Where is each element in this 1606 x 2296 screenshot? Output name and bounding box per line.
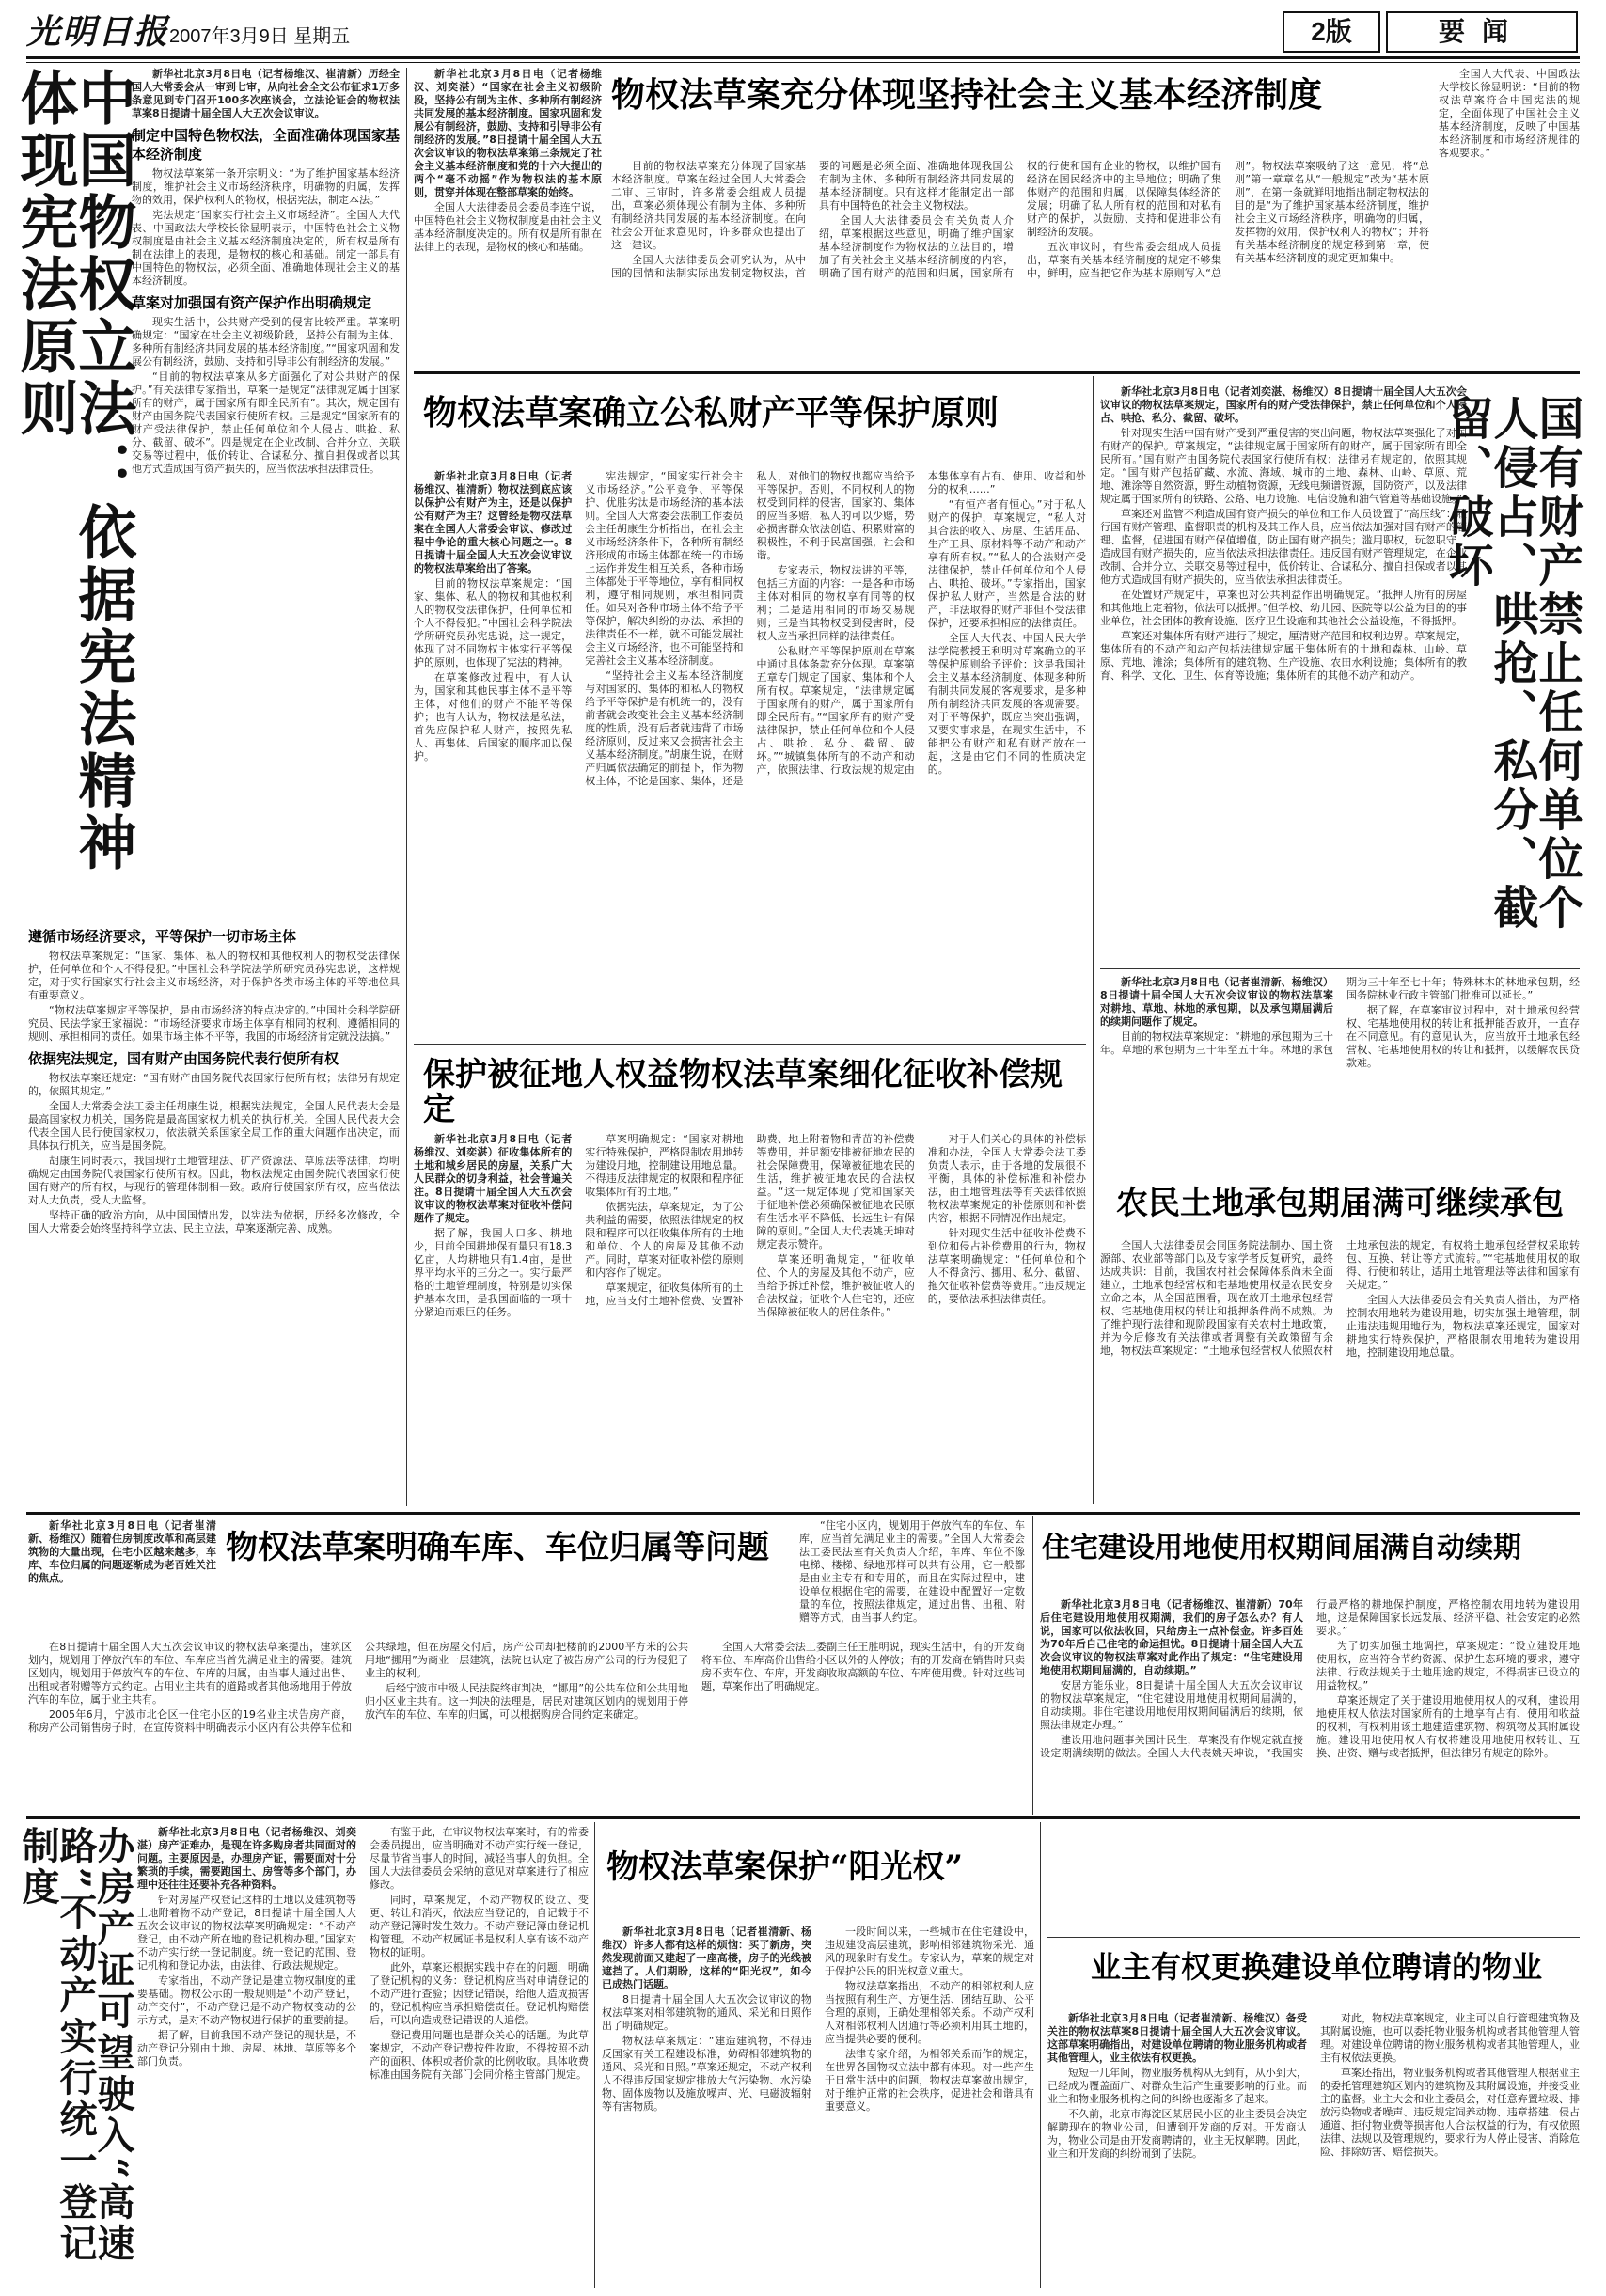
article-body — [611, 160, 1429, 364]
article-paragraph: 全国人大代表、中国人民大学法学院教授王利明对草案确立的平等保护原则给予评价：这是我国社会主义基本经济制度、体现多种所有制共同发展的客观要求，是多种所有制经济共同发展的客观需要。对于平等保护，既应当突出强调，又要实事求是，在现实生活中，不能把公有财产和私有财产放在一起，这是由它们不同的性质决定的。 — [927, 632, 1086, 776]
article-headline: 住宅建设用地使用权期间届满自动续期 — [1042, 1532, 1521, 1565]
article-headline: 保护被征地人权益物权法草案细化征收补偿规定 — [423, 1056, 1063, 1129]
article-paragraph: “住宅小区内，规划用于停放汽车的车位、车库，应当首先满足业主的需要。”全国人大常委会法工委民法室有关负责人介绍，车库、车位不像电梯、楼梯、绿地那样可以共有公用，它一般都是由业主专有和专用的，而且在实际过程中，建设单位根据住宅的需要，在建设中配置好一定数量的车位，按照法律规定，通过出售、出租、附赠等方式，由当事人约定。 — [799, 1519, 1025, 1624]
column-divider — [1093, 376, 1094, 1504]
article-body — [1100, 385, 1467, 964]
article-paragraph: 针对现实生活中国有财产受到严重侵害的突出问题，物权法草案强化了对国有财产的保护。草案规定，“法律规定属于国家所有的财产，属于国家所有即全民所有。”国有财产由国务院代表国家行使所有权；法律另有规定的，依照其规定。“国有财产包括矿藏、水流、海域、城市的土地、森林、山岭、草原、荒地、滩涂等自然资源，野生动植物资源，无线电频谱资源，国防资产，以及法律规定属于国家所有的铁路、公路、电力设施、电信设施和油气管道等基础设施。” — [1100, 427, 1467, 505]
article-paragraph: 法律专家介绍，为相邻关系而作的规定，在世界各国物权立法中都有体现。对一些产生于日常生活中的问题，物权法草案做出规定，对于维护正常的社会秩序，促进社会和谐具有重要意义。 — [825, 2048, 1034, 2113]
article-body — [132, 68, 400, 914]
article-paragraph: 物权法草案指出，不动产的相邻权利人应当按照有利生产、方便生活、团结互助、公平合理的原则，正确处理相邻关系。不动产权利人对相邻权利人因通行等必须利用其土地的，应当提供必要的便利。 — [825, 1980, 1034, 2045]
article-headline: 物权法草案充分体现坚持社会主义基本经济制度 — [611, 75, 1323, 115]
article-body — [28, 921, 400, 1504]
article-paragraph: 全国人大法律委员会研究认为，从中国的国情和法制实际出发制定物权法，首要的问题是必须全面、准确地体现我国公有制为主体、多种所有制经济共同发展的基本经济制度。只有这样才能制定出一部具有中国特色的社会主义物权法。 — [611, 160, 1014, 279]
column-divider — [594, 1822, 595, 2288]
article-paragraph: 草案规定，征收集体所有的土地，应当支付土地补偿费、安置补助费、地上附着物和青苗的补偿费等费用，并足额安排被征地农民的社会保障费用，保障被征地农民的生活，维护被征地农民的合法权益。“这一规定体现了党和国家关于征地补偿必须确保被征地农民原有生活水平不降低、长远生计有保障的原则。”全国人大代表姚天坤对规定表示赞许。 — [585, 1133, 915, 1307]
article-paragraph: 五次审议时，有些常委会组成人员提出，草案有关基本经济制度的规定不够集中，鲜明，应当把它作为基本原则写入“总则”。物权法草案吸纳了这一意见，将“总则”第一章章名从“一般规定”改为“基本原则”，在第一条就鲜明地指出制定物权法的目的是“为了维护国家基本经济制度，维护社会主义市场经济秩序，明确物的归属，发挥物的效用，保护权利人的物权”；并将有关基本经济制度的规定移到第一章，使有关基本经济制度的规定更加集中。 — [1027, 160, 1429, 279]
article-paragraph: “目前的物权法草案从多方面强化了对公共财产的保护。”有关法律专家指出，草案一是规定“法律规定属于国家所有的财产，属于国家所有即全民所有”。其次，规定国有财产由国务院代表国家行使所有权。三是规定“国家所有的财产受法律保护，禁止任何单位和个人侵占、哄抢、私分、截留、破坏”。四是规定在企业改制、合并分立、关联交易等过程中，低价转让、合谋私分、擅自担保或者以其他方式造成国有资产损失的，应当依法承担法律责任。 — [132, 370, 400, 475]
article-body — [1100, 1239, 1580, 1504]
article-paragraph: 物权法草案第一条开宗明义：“为了维护国家基本经济制度，维护社会主义市场经济秩序，明确物的归属，发挥物的效用，保护权利人的物权，根据宪法，制定本法。” — [132, 167, 400, 206]
article-body — [414, 470, 1086, 1039]
article-paragraph: 全国人大法律委员会有关负责人介绍，草案根据这些意见，明确了维护国家基本经济制度作为物权法的立法目的，增加了有关社会主义基本经济制度的内容，明确了国有财产的范围和归属，国家所有权的行使和国有企业的物权，以维护国有经济在国民经济中的主导地位；明确了集体财产的范围和归属，以保障集体经济的发展；明确了私人所有权的范围和对私有财产的保护，以鼓励、支持和促进非公有制经济的发展。 — [819, 160, 1221, 279]
article-paragraph: 专家指出，不动产登记是建立物权制度的重要基础。物权公示的一般规则是“不动产登记，动产交付”，不动产登记是不动产物权变动的公示方式，是对不动产物权进行保护的重要前提。 — [137, 1974, 356, 2026]
section-divider — [26, 1816, 1580, 1819]
article-paragraph: 短短十几年间，物业服务机构从无到有，从小到大，已经成为覆盖面广、对群众生活产生重要影响的行业。而业主和物业服务机构之间的纠纷也逐渐多了起来。 — [1047, 2067, 1307, 2105]
article-body — [1047, 2012, 1580, 2287]
masthead-rule-thin — [26, 62, 1580, 63]
article-paragraph: 草案还指出，物业服务机构或者其他管理人根据业主的委托管理建筑区划内的建筑物及其附属设施，并接受业主的监督。业主大会和业主委员会，对任意弃置垃圾、排放污染物或者噪声、违反规定饲养动物、违章搭建、侵占通道、拒付物业费等损害他人合法权益的行为，有权依照法律、法规以及管理规约，要求行为人停止侵害、消除危险、排除妨害、赔偿损失。 — [1320, 2067, 1580, 2158]
article-paragraph: 目前的物权法草案规定：“国家、集体、私人的物权和其他权利人的物权受法律保护，任何单位和个人不得侵犯。”中国社会科学院法学所研究员孙宪忠说，这一规定，体现了对不同物权主体实行平等保护的原则，也体现了宪法的精神。 — [414, 577, 573, 668]
article-paragraph: 物权法草案规定：“建造建筑物，不得违反国家有关工程建设标准，妨碍相邻建筑物的通风、采光和日照。”草案还规定，不动产权利人不得违反国家规定排放大气污染物、水污染物、固体废物以及施放噪声、光、电磁波辐射等有害物质。 — [602, 2035, 811, 2113]
article-subheading: 制定中国特色物权法，全面准确体现国家基本经济制度 — [132, 127, 400, 163]
article-paragraph: 建设用地问题事关国计民生，草案没有作规定就直接设定期满续期的做法。全国人大代表姚天坤说，“我国实行最严格的耕地保护制度，严格控制农用地转为建设用地，这是保障国家长远发展、经济平稳、社会安定的必然要求。” — [1040, 1598, 1580, 1759]
article-paragraph: 同时，草案规定，不动产物权的设立、变更、转让和消灭，依法应当登记的，自记载于不动产登记簿时发生效力。不动产登记簿由登记机构管理。不动产权属证书是权利人享有该不动产物权的证明。 — [370, 1894, 589, 1958]
article-lead: 新华社北京3月8日电（记者刘奕湛、杨维汉）8日提请十届全国人大五次会议审议的物权法草案规定，国家所有的财产受法律保护，禁止任何单位和个人侵占、哄抢、私分、截留、破坏。 — [1100, 385, 1467, 424]
article-paragraph: 在处置财产规定中，草案也对公共利益作出明确规定。“抵押人所有的房屋和其他地上定着物，依法可以抵押。”但学校、幼儿园、医院等以公益为目的的事业单位，社会团体的教育设施、医疗卫生设施和其他社会公益设施，不得抵押。 — [1100, 589, 1467, 627]
section-divider — [1100, 968, 1580, 969]
article-headline-vertical: 国有财产禁止任何单位个人侵占、哄抢、私分、截留、破坏 — [1441, 395, 1583, 933]
article-lead: 新华社北京3月8日电（记者杨维汉、崔清新）70年后住宅建设用地使用权期满，我们的房子怎么办？有人说，国家可以依法收回，只给房主一点补偿金。许多百姓为70年后自己住宅的命运担忧。8日提请十届全国人大五次会议审议的物权法草案对此作出了规定：“住宅建设用地使用权期间届满的，自动续期。” — [1040, 1598, 1303, 1676]
article-paragraph: 物权法草案还规定：“国有财产由国务院代表国家行使所有权；法律另有规定的，依照其规定。” — [28, 1072, 400, 1097]
article-body — [602, 1926, 1034, 2287]
masthead-rule — [26, 56, 1580, 59]
article-body — [28, 1519, 216, 1634]
article-paragraph: 全国人大法律委员会同国务院法制办、国土资源部、农业部等部门以及专家学者反复研究，最终达成共识：目前，我国农村社会保障体系尚未全面建立，土地承包经营权和宅基地使用权是农民安身立命之本，从全国范围看，现在放开土地承包经营权、宅基地使用权的转让和抵押条件尚不成熟。为了维护现行法律和现阶段国家有关农村土地政策，并为今后修改有关法律或者调整有关政策留有余地，物权法草案规定：“土地承包经营权人依照农村土地承包法的规定，有权将土地承包经营权采取转包、互换、转让等方式流转。”“宅基地使用权的取得、行使和转让，适用土地管理法等法律和国家有关规定。” — [1100, 1239, 1580, 1357]
article-body — [137, 1826, 589, 2287]
article-body — [799, 1519, 1025, 1637]
article-paragraph: 为了切实加强土地调控，草案规定：“设立建设用地使用权，应当符合节约资源、保护生态环境的要求，遵守法律、行政法规关于土地用途的规定，不得损害已设立的用益物权。” — [1316, 1640, 1580, 1691]
section-divider — [414, 1044, 1086, 1045]
article-paragraph: 全国人大常委会法工委副主任王胜明说，现实生活中，有的开发商将车位、车库高价出售给小区以外的人停放；有的开发商在销售时只卖房不卖车位、车库，开发商收取高额的车位、车库使用费。针对这些问题，草案作出了明确规定。 — [701, 1641, 1025, 1692]
article-paragraph: 草案还对监管不利造成国有资产损失的单位和工作人员设置了“高压线”：履行国有财产管理、监督职责的机构及其工作人员，应当依法加强对国有财产的管理、监督，促进国有财产保值增值，防止国有财产损失；滥用职权，玩忽职守，造成国有财产损失的，应当依法承担法律责任。违反国有财产管理规定，在企业改制、合并分立、关联交易等过程中，低价转让、合谋私分、擅自担保或者以其他方式造成国有财产损失的，应当依法承担法律责任。 — [1100, 508, 1467, 586]
article-body — [28, 1641, 1025, 1810]
article-paragraph: 后经宁波市中级人民法院终审判决，“挪用”的公共车位和公共用地归小区业主共有。这一判决的法理是，居民对建筑区划内的规划用于停放汽车的车位、车库的归属，可以根据购房合同约定来确定。 — [365, 1682, 688, 1721]
article-headline: 业主有权更换建设单位聘请的物业 — [1090, 1949, 1542, 1985]
article-paragraph: 宪法规定“国家实行社会主义市场经济”。全国人大代表、中国政法大学校长徐显明表示，中国特色社会主义物权制度是由社会主义基本经济制度决定的，所有权是所有制在法律上的表现，是物权的核心和基础。制定一部具有中国特色的物权法，必须全面、准确地体现社会主义的基本经济制度。 — [132, 209, 400, 287]
article-paragraph: 针对房屋产权登记这样的土地以及建筑物等土地附着物不动产登记，8日提请十届全国人大五次会议审议的物权法草案明确规定：“不动产登记，由不动产所在地的登记机构办理。”国家对不动产实行统一登记制度。统一登记的范围、登记机构和登记办法，由法律、行政法规规定。 — [137, 1894, 356, 1972]
article-body — [1439, 68, 1580, 364]
page-number: 2版 — [1283, 11, 1380, 53]
article-paragraph: 公私财产平等保护原则在草案中通过具体条款充分体现。草案第五章专门规定了国家、集体和个人所有权。草案规定，“法律规定属于国家所有的财产，属于国家所有即全民所有。”“国家所有的财产受法律保护，禁止任何单位和个人侵占、哄抢、私分、截留、破坏。”“城镇集体所有的不动产和动产，依照法律、行政法规的规定由本集体享有占有、使用、收益和处分的权利……” — [756, 470, 1086, 776]
section-name: 要闻 — [1386, 11, 1578, 53]
article-paragraph: 全国人大代表、中国政法大学校长徐显明说：“目前的物权法草案符合中国宪法的规定，全面体现了中国社会主义基本经济制度，反映了中国基本经济制度和市场经济规律的客观要求。” — [1439, 68, 1580, 159]
article-lead: 新华社北京3月8日电（记者杨维汉、崔清新）物权法到底应该以保护公有财产为主，还是以保护公有财产为主？这曾经是物权法草案在全国人大常委会审议、修改过程中争论的重大核心问题之一。8日提请十届全国人大五次会议审议的物权法草案给出了答案。 — [414, 470, 573, 574]
article-headline: 农民土地承包期届满可继续承包 — [1116, 1185, 1564, 1222]
article-paragraph: “有恒产者有恒心。”对于私人财产的保护，草案规定，“私人对其合法的收入、房屋、生活用品、生产工具、原材料等不动产和动产享有所有权。”“私人的合法财产受法律保护，禁止任何单位和个人侵占、哄抢、破坏。”专家指出，国家保护私人财产，当然是合法的财产，非法取得的财产非但不受法律保护，还要承担相应的法律责任。 — [927, 498, 1086, 629]
article-body — [414, 68, 602, 364]
article-paragraph: “坚持社会主义基本经济制度与对国家的、集体的和私人的物权给予平等保护是有机统一的，没有前者就会改变社会主义基本经济制度的性质，没有后者就违背了市场经济原则，反过来又会损害社会主义基本经济制度。”胡康生说，在财产归属依法确定的前提下，作为物权主体，不论是国家、集体，还是私人，对他们的物权也都应当给予平等保护。否则，不同权利人的物权受到同样的侵害，国家的、集体的应当多赔，私人的可以少赔，势必损害群众依法创造、积累财富的积极性，不利于民富国强，社会和谐。 — [585, 470, 915, 787]
article-paragraph: 宪法规定，“国家实行社会主义市场经济。”公平竞争、平等保护、优胜劣汰是市场经济的基本法则。全国人大常委会法制工作委员会主任胡康生分析指出，在社会主义市场经济条件下，各种所有制经济形成的市场主体都在统一的市场上运作并发生相互关系，各种市场主体都处于平等地位，享有相同权利，遵守相同规则，承担相同责任。如果对各种市场主体不给予平等保护，解决纠纷的办法、承担的法律责任不一样，就不可能发展社会主义市场经济，也不可能坚持和完善社会主义基本经济制度。 — [585, 470, 744, 667]
article-paragraph: 安居方能乐业。8日提请十届全国人大五次会议审议的物权法草案规定，“住宅建设用地使用权期间届满的，自动续期。非住宅建设用地使用权期间届满后的续期，依照法律规定办理。” — [1040, 1679, 1303, 1731]
article-paragraph: 一段时间以来，一些城市在住宅建设中，违规建设高层建筑，影响相邻建筑物采光、通风的现象时有发生。专家认为，草案的规定对于保护公民的阳光权意义重大。 — [825, 1926, 1034, 1977]
article-headline-vertical: 中国物权立法：依据宪法精神体现宪法原则 — [10, 68, 137, 874]
article-paragraph: 不久前，北京市海淀区某居民小区的业主委员会决定解聘现在的物业公司，但遭到开发商的反对。开发商认为，物业公司是由开发商聘请的，业主无权解聘。因此，业主和开发商的纠纷闹到了法院。 — [1047, 2108, 1307, 2160]
article-lead: 新华社北京3月8日电（记者杨维汉、刘奕湛）房产证难办，是现在许多购房者共同面对的问题。主要原因是，办理房产证，需要面对十分繁琐的手续，需要跑国土、房管等多个部门，办理中还往往还要补充各种资料。 — [137, 1826, 356, 1891]
article-paragraph: 物权法草案规定：“国家、集体、私人的物权和其他权利人的物权受法律保护，任何单位和个人不得侵犯。”中国社会科学院法学所研究员孙宪忠说，这样规定，对于实行国家实行社会主义市场经济，对于保护各类市场主体的平等地位具有重要意义。 — [28, 950, 400, 1001]
article-paragraph: “物权法草案规定平等保护，是由市场经济的特点决定的。”中国社会科学院研究员、民法学家王家福说：“市场经济要求市场主体享有相同的权利、遵循相同的规则、承担相同的责任。如果市场主体不平等，我国的市场经济肯定就没法搞。” — [28, 1004, 400, 1043]
article-paragraph: 草案明确规定：“国家对耕地实行特殊保护，严格限制农用地转为建设用地，控制建设用地总量。不得违反法律规定的权限和程序征收集体所有的土地。” — [585, 1133, 744, 1198]
article-paragraph: 现实生活中，公共财产受到的侵害比较严重。草案明确规定：“国家在社会主义初级阶段，坚持公有制为主体、多种所有制经济共同发展的基本经济制度。”“国家巩固和发展公有制经济，鼓励、支持和引导非公有制经济的发展。” — [132, 316, 400, 368]
article-paragraph: 依据宪法，草案规定，为了公共利益的需要，依照法律规定的权限和程序可以征收集体所有的土地和单位、个人的房屋及其他不动产。同时，草案对征收补偿的原则和内容作了规定。 — [585, 1201, 744, 1279]
article-paragraph: 在草案修改过程中，有人认为，国家和其他民事主体不是平等主体，对他们的财产不能平等保护；也有人认为，物权法是私法，首先应保护私人财产，按照先私人、再集体、后国家的顺序加以保护。 — [414, 671, 573, 763]
article-headline-vertical: 办房产证可望驶入“高速路”不动产实行统一登记制度 — [16, 1826, 135, 2266]
article-paragraph: 有鉴于此，在审议物权法草案时，有的常委会委员提出，应当明确对不动产实行统一登记，尽量节省当事人的时间，减轻当事人的负担。全国人大法律委员会采纳的意见对草案进行了相应修改。 — [370, 1826, 589, 1891]
article-headline: 物权法草案保护“阳光权” — [606, 1848, 964, 1886]
article-paragraph: 2005年6月，宁波市北仑区一住宅小区的19名业主状告房产商，称房产公司销售房子时，在宣传资料中明确表示小区内有公共停车位和公共绿地，但在房屋交付后，房产公司却把楼前的2000平方米的公共用地“挪用”为商业一层建筑，法院也认定了被告房产公司的行为侵犯了业主的权利。 — [28, 1641, 688, 1734]
article-paragraph: 专家表示，物权法讲的平等，包括三方面的内容：一是各种市场主体对相同的物权享有同等的权利；二是适用相同的市场交易规则；三是当其物权受到侵害时，侵权人应当承担同样的法律责任。 — [756, 564, 915, 642]
article-paragraph: 胡康生同时表示，我国现行土地管理法、矿产资源法、草原法等法律，均明确规定由国务院代表国家行使所有权。因此，物权法规定由国务院代表国家行使国有财产的所有权，与现行的管理体制相一致。政府行使国家所有权，应当依法对人大负责，受人大监督。 — [28, 1155, 400, 1206]
column-divider — [406, 68, 407, 1506]
article-paragraph: 登记费用问题也是群众关心的话题。为此草案规定，不动产登记费按件收取，不得按照不动产的面积、体积或者价款的比例收取。具体收费标准由国务院有关部门会同价格主管部门规定。 — [370, 2029, 589, 2081]
article-paragraph: 坚持正确的政治方向，从中国国情出发，以宪法为依据，历经多次修改，全国人大常委会始终坚持科学立法、民主立法，草案逐渐完善、成熟。 — [28, 1209, 400, 1234]
article-paragraph: 目前的物权法草案规定：“耕地的承包期为三十年。草地的承包期为三十年至五十年。林地的承包期为三十年至七十年；特殊林木的林地承包期，经国务院林业行政主管部门批准可以延长。” — [1100, 976, 1580, 1056]
article-paragraph: 全国人大常委会法工委主任胡康生说，根据宪法规定，全国人民代表大会是最高国家权力机关，国务院是最高国家权力机关的执行机关。全国人民代表大会代表全国人民行使国家权力，依法就关系国家全局工作的重大问题作出决定，而具体执行机关，应当是国务院。 — [28, 1100, 400, 1152]
article-paragraph: 据了解，目前我国不动产登记的现状是，不动产登记分别由土地、房屋、林地、草原等多个部门负责。 — [137, 2029, 356, 2068]
article-lead: 新华社北京3月8日电（记者杨维汉、崔清新）历经全国人大常委会从一审到七审，从向社会全文公布征求1万多条意见到专门召开100多次座谈会，立法论证会的物权法草案8日提请十届全国人大五次会议审议。 — [132, 68, 400, 119]
article-body — [414, 1133, 1086, 1504]
issue-date: 2007年3月9日 星期五 — [169, 26, 351, 47]
article-lead: 新华社北京3月8日电（记者杨维汉、刘奕湛）征收集体所有的土地和城乡居民的房屋，关系广大人民群众的切身利益，社会普遍关注。8日提请十届全国人大五次会议审议的物权法草案对征收补偿问题作了规定。 — [414, 1133, 573, 1224]
article-paragraph: 8日提请十届全国人大五次会议审议的物权法草案对相邻建筑物的通风、采光和日照作出了明确规定。 — [602, 1993, 811, 2032]
article-paragraph: 针对现实生活中征收补偿费不到位和侵占补偿费用的行为，物权法草案明确规定：“任何单位和个人不得贪污、挪用、私分、截留、拖欠征收补偿费等费用。”违反规定的，要依法承担法律责任。 — [927, 1227, 1086, 1305]
column-divider — [1032, 1516, 1033, 1815]
article-paragraph: 草案还规定了关于建设用地使用权人的权利，建设用地使用权人依法对国家所有的土地享有占有、使用和收益的权利，有权利用该土地建造建筑物、构筑物及其附属设施。建设用地使用权人有权将建设用地使用权转让、互换、出资、赠与或者抵押，但法律另有规定的除外。 — [1316, 1694, 1580, 1759]
article-paragraph: 据了解，在草案审议过程中，对土地承包经营权、宅基地使用权的转让和抵押能否放开，一直存在不同意见。有的意见认为，应当放开土地承包经营权、宅基地使用权的转让和抵押，以缓解农民贷款难。 — [1346, 1004, 1580, 1069]
article-body — [1100, 976, 1580, 1183]
article-lead: 新华社北京3月8日电（记者崔清新、杨维汉）备受关注的物权法草案8日提请十届全国人大五次会议审议。这部草案明确指出，对建设单位聘请的物业服务机构或者其他管理人，业主依法有权更换。 — [1047, 2012, 1307, 2064]
article-lead: 新华社北京3月8日电（记者崔清新、杨维汉）随着住房制度改革和高层建筑物的大量出现，住宅小区越来越多，车库、车位归属的问题逐渐成为老百姓关注的焦点。 — [28, 1519, 216, 1584]
article-headline: 物权法草案明确车库、车位归属等问题 — [226, 1529, 769, 1566]
article-headline: 物权法草案确立公私财产平等保护原则 — [423, 393, 1000, 432]
section-divider — [26, 1512, 1580, 1515]
article-subheading: 依据宪法规定，国有财产由国务院代表行使所有权 — [28, 1050, 339, 1067]
article-lead: 新华社北京3月8日电（记者崔清新、杨维汉）许多人都有这样的烦恼：买了新房，突然发现前面又建起了一座高楼，房子的光线被遮挡了。人们期盼，这样的“阳光权”，如今已成热门话题。 — [602, 1926, 811, 1990]
article-paragraph: 全国人大法律委员会委员李连宁说，中国特色社会主义物权制度是由社会主义基本经济制度决定的。所有权是所有制在法律上的表现，是物权的核心和基础。 — [414, 201, 602, 253]
article-paragraph: 对此，物权法草案规定，业主可以自行管理建筑物及其附属设施，也可以委托物业服务机构或者其他管理人管理。对建设单位聘请的物业服务机构或者其他管理人，业主有权依法更换。 — [1320, 2012, 1580, 2064]
article-lead: 新华社北京3月8日电（记者杨维汉、刘奕湛）“国家在社会主义初级阶段，坚持公有制为主体、多种所有制经济共同发展的基本经济制度。国家巩固和发展公有制经济，鼓励、支持和引导非公有制经济的发展。”8日提请十届全国人大五次会议审议的物权法草案第三条规定了社会主义基本经济制度和党的十六大提出的两个“毫不动摇”作为物权法的基本原则，贯穿并体现在整部草案的始终。 — [414, 68, 602, 198]
article-paragraph: 此外，草案还根据实践中存在的问题，明确了登记机构的义务：登记机构应当对申请登记的不动产进行查验；因登记错误，给他人造成损害的，登记机构应当承担赔偿责任。登记机构赔偿后，可以向造成登记错误的人追偿。 — [370, 1961, 589, 2026]
newspaper-logo: 光明日报 — [26, 12, 170, 52]
article-lead: 新华社北京3月8日电（记者崔清新、杨维汉）8日提请十届全国人大五次会议审议的物权法草案对耕地、草地、林地的承包期，以及承包期届满后的续期问题作了规定。 — [1100, 976, 1333, 1028]
article-subheading: 草案对加强国有资产保护作出明确规定 — [132, 294, 372, 311]
section-divider — [1047, 1937, 1580, 1938]
section-divider — [414, 371, 1580, 374]
column-divider — [1040, 1822, 1041, 2288]
article-paragraph: 目前的物权法草案充分体现了国家基本经济制度。草案在经过全国人大常委会二审、三审时，许多常委会组成人员提出，草案必须体现公有制为主体、多种所有制经济共同发展的基本经济制度。在向社会公开征求意见时，许多群众也提出了这一建议。 — [611, 160, 806, 251]
article-body — [1040, 1598, 1580, 1810]
article-paragraph: 全国人大法律委员会有关负责人指出，为严格控制农用地转为建设用地，切实加强土地管理，制止违法违规用地行为，物权法草案还规定，国家对耕地实行特殊保护，严格限制农用地转为建设用地，控制建设用地总量。 — [1346, 1294, 1580, 1359]
article-subheading: 遵循市场经济要求，平等保护一切市场主体 — [28, 928, 297, 945]
article-paragraph: 对于人们关心的具体的补偿标准和办法，全国人大常委会法工委负责人表示，由于各地的发展很不平衡，具体的补偿标准和补偿办法，由土地管理法等有关法律依照物权法草案规定的补偿原则和补偿内容，根据不同情况作出规定。 — [927, 1133, 1086, 1224]
article-paragraph: 在8日提请十届全国人大五次会议审议的物权法草案提出，建筑区划内，规划用于停放汽车的车位、车库应当首先满足业主的需要。建筑区划内，规划用于停放汽车的车位、车库的归属，由当事人通过出售、出租或者附赠等方式约定。占用业主共有的道路或者其他场地用于停放汽车的车位，属于业主共有。 — [28, 1641, 352, 1706]
article-paragraph: 草案还对集体所有财产进行了规定，厘清财产范围和权利边界。草案规定，集体所有的不动产和动产包括法律规定属于集体所有的土地和森林、山岭、草原、荒地、滩涂；集体所有的建筑物、生产设施、农田水利设施；集体所有的教育、科学、文化、卫生、体育等设施；集体所有的其他不动产和动产。 — [1100, 630, 1467, 682]
article-paragraph: 草案还明确规定，“征收单位、个人的房屋及其他不动产，应当给予拆迁补偿，维护被征收人的合法权益；征收个人住宅的，还应当保障被征收人的居住条件。” — [756, 1253, 915, 1318]
article-paragraph: 据了解，我国人口多、耕地少，目前全国耕地保有量只有18.3亿亩，人均耕地只有1.4亩，是世界平均水平的三分之一。实行最严格的土地管理制度，特别是切实保护基本农田，是我国面临的一项十分紧迫而艰巨的任务。 — [414, 1227, 573, 1318]
